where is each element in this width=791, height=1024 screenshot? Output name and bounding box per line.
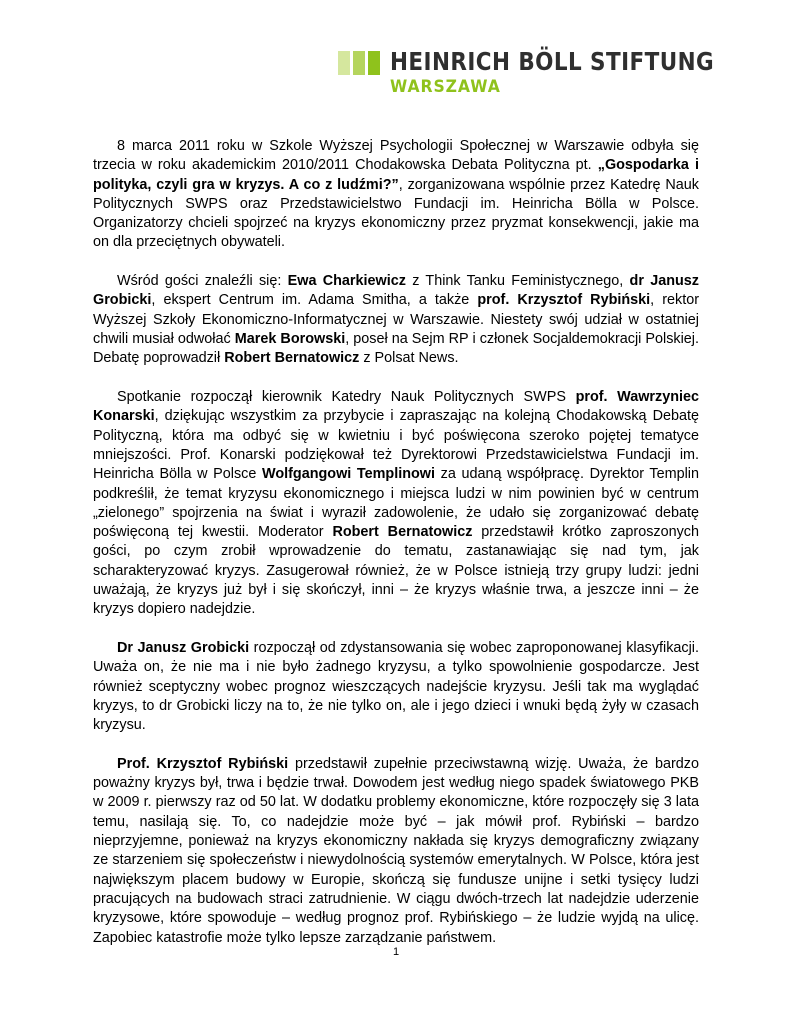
logo-bar (353, 51, 365, 75)
text-run: , poseł na Sejm RP i członek Socjaldemokracji Polskiej. Debatę poprowadził (93, 331, 699, 367)
text-run: 8 marca 2011 roku w Szkole Wyższej Psychologii Społecznej w Warszawie odbyła się trzecia w roku akademickim 2010/2011 Chodakowska Debata Polityczna pt. (93, 138, 699, 174)
text-run: przedstawił krótko zaproszonych gości, po czym zrobił wprowadzenie do tematu, zastanawiając się nad tym, jak scharakteryzować kryzys. Zasugerował również, że w Polsce istnieją trzy grupy ludzi: jedni uważają, że kryzys już był i się skończył, inni – że kryzys właśnie trwa, a jeszcze inni – że kryzys dopiero nadejdzie. (93, 524, 699, 618)
paragraph (93, 137, 699, 253)
logo-bar (338, 51, 350, 75)
logo-city: WARSZAWA (390, 77, 501, 97)
text-run: rozpoczął od zdystansowania się wobec zaproponowanej klasyfikacji. Uważa on, że nie ma i nie było żadnego kryzysu, a tylko spowolnienie gospodarcze. Jest również sceptyczny wobec prognoz wieszczących nadejście kryzysu. Jeśli tak ma wyglądać kryzys, to dr Grobicki liczy na to, że nie tylko on, ale i jego dzieci i wnuki będą żyły w czasach kryzysu. (93, 640, 699, 734)
bold-text-run: prof. Wawrzyniec Konarski (93, 389, 700, 425)
bold-text-run: dr Janusz Grobicki (93, 273, 699, 309)
logo-bar (368, 51, 380, 75)
text-run: z Polsat News. (359, 350, 459, 367)
page-number: 1 (392, 946, 400, 958)
bold-text-run: Dr Janusz Grobicki (117, 640, 250, 656)
text-run: z Think Tanku Feministycznego, (405, 273, 630, 290)
text-run: , rektor Wyższej Szkoły Ekonomiczno-Informatycznej w Warszawie. Niestety swój udział w ostatniej chwili musiał odwołać (93, 292, 700, 348)
text-run: Wśród gości znaleźli się: (117, 273, 288, 290)
paragraph (93, 388, 699, 620)
bold-text-run: Prof. Krzysztof Rybiński (117, 755, 289, 772)
text-run: za udaną współpracę. Dyrektor Templin podkreślił, że temat kryzysu ekonomicznego i miejsca ludzi w nim powinien być w centrum „zielonego” spojrzenia na świat i wyraził zadowolenie, że udało się zorganizować debatę poświęconą tej kwestii. Moderator (93, 466, 699, 541)
paragraph (93, 755, 699, 948)
text-run: przedstawił zupełnie przeciwstawną wizję. Uważa, że bardzo poważny kryzys był, trwa i będzie trwał. Dowodem jest według niego spadek światowego PKB w 2009 r. pierwszy raz od 50 lat. W dodatku problemy ekonomiczne, które rozpoczęły się 3 lata temu, nasilają się. To, co nadejdzie może być – jak mówił prof. Rybiński – bardzo nieprzyjemne, ponieważ na kryzys ekonomiczny nakłada się kryzys demograficzny związany ze starzeniem się społeczeństw i niewydolnością systemów emerytalnych. W Polsce, która jest największym placem budowy w Europie, skończą się fundusze unijne i setki tysięcy ludzi pracujących na budowach straci zatrudnienie. W ciągu dwóch-trzech lat nadejdzie uderzenie kryzysowe, które spowoduje – według prognoz prof. Rybińskiego – że ludzie wyjdą na ulicę. Zapobiec katastrofie może tylko lepsze zarządzanie państwem. (93, 755, 699, 946)
bold-text-run: Robert Bernatowicz (332, 524, 473, 541)
bold-text-run: Ewa Charkiewicz (287, 273, 406, 290)
text-run: , ekspert Centrum im. Adama Smitha, a także (151, 292, 478, 309)
foundation-logo (338, 47, 715, 99)
bold-text-run: „Gospodarka i polityka, czyli gra w kryzys. A co z ludźmi?” (93, 157, 699, 193)
logo-bars-icon (338, 51, 380, 75)
bold-text-run: prof. Krzysztof Rybiński (477, 292, 651, 309)
logo-name: HEINRICH BÖLL STIFTUNG (390, 47, 715, 76)
text-run: , dziękując wszystkim za przybycie i zapraszając na kolejną Chodakowską Debatę Polityczną, która ma odbyć się w kwietniu i być poświęcona szeroko pojętej tematyce mniejszości. Prof. Konarski podziękował też Dyrektorowi Przedstawicielstwa Fundacji im. Heinricha Bölla w Polsce (93, 408, 699, 483)
bold-text-run: Wolfgangowi Templinowi (262, 466, 435, 483)
text-run: , zorganizowana wspólnie przez Katedrę Nauk Politycznych SWPS oraz Przedstawicielstwo Fundacji im. Heinricha Bölla w Polsce. Organizatorzy chcieli spojrzeć na kryzys ekonomiczny przez pryzmat konsekwencji, jakie ma on dla przeciętnych obywateli. (93, 176, 699, 251)
bold-text-run: Robert Bernatowicz (224, 350, 360, 367)
bold-text-run: Marek Borowski (234, 331, 346, 348)
paragraph (93, 272, 699, 368)
paragraph (93, 639, 699, 735)
article-body (93, 137, 699, 967)
text-run: Spotkanie rozpoczął kierownik Katedry Nauk Politycznych SWPS (117, 389, 576, 406)
